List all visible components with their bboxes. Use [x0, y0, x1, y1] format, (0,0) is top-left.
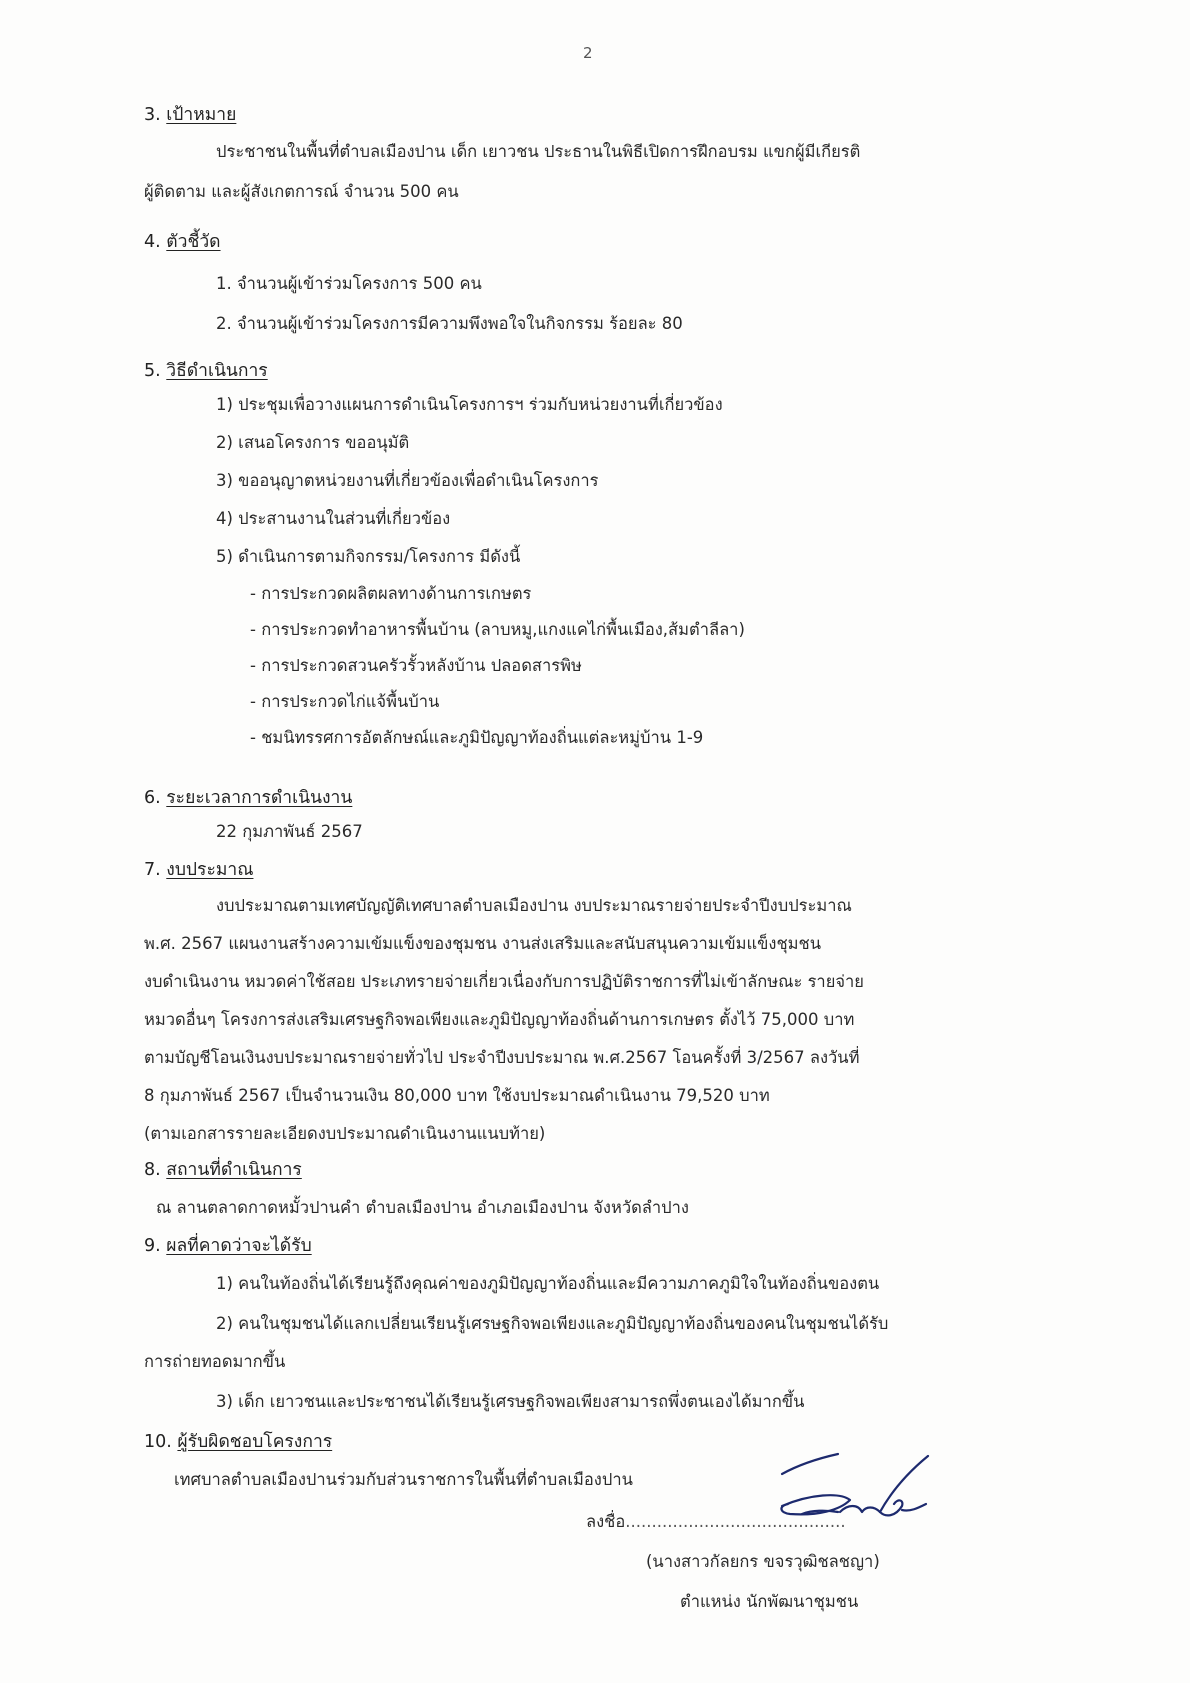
expected-result: การถ่ายทอดมากขึ้น: [144, 1352, 286, 1371]
signer-name: (นางสาวกัลยกร ขจรวุฒิชลชญา): [646, 1552, 880, 1571]
section-8-line: ณ ลานตลาดกาดหมั้วปานคำ ตำบลเมืองปาน อำเภอเมืองปาน จังหวัดลำปาง: [156, 1198, 689, 1217]
page-number: 2: [583, 44, 593, 62]
section-number: 4.: [144, 232, 161, 252]
section-number: 3.: [144, 105, 161, 125]
section-10-heading: [144, 1432, 332, 1453]
section-title: งบประมาณ: [166, 860, 254, 880]
section-title: ผู้รับผิดชอบโครงการ: [177, 1432, 333, 1452]
sign-dots: ..........................................: [625, 1512, 846, 1531]
section-8-heading: [144, 1160, 302, 1181]
activity-item: - ชมนิทรรศการอัตลักษณ์และภูมิปัญญาท้องถิ่นแต่ละหมู่บ้าน 1-9: [250, 728, 704, 747]
section-title: ตัวชี้วัด: [166, 232, 221, 252]
section-title: ระยะเวลาการดำเนินงาน: [166, 788, 353, 808]
budget-line: หมวดอื่นๆ โครงการส่งเสริมเศรษฐกิจพอเพียงและภูมิปัญญาท้องถิ่นด้านการเกษตร ตั้งไว้ 75,000 บาท: [144, 1010, 855, 1029]
activity-item: - การประกวดทำอาหารพื้นบ้าน (ลาบหมู,แกงแคไก่พื้นเมือง,ส้มตำลีลา): [250, 620, 745, 639]
activity-item: - การประกวดสวนครัวรั้วหลังบ้าน ปลอดสารพิษ: [250, 656, 582, 675]
expected-result: 1) คนในท้องถิ่นได้เรียนรู้ถึงคุณค่าของภูมิปัญญาท้องถิ่นและมีความภาคภูมิใจในท้องถิ่นของตน: [216, 1274, 880, 1293]
section-9-heading: [144, 1236, 312, 1257]
section-title: วิธีดำเนินการ: [166, 361, 268, 381]
section-title: สถานที่ดำเนินการ: [166, 1160, 302, 1180]
activity-item: - การประกวดผลิตผลทางด้านการเกษตร: [250, 584, 532, 603]
method-item: 1) ประชุมเพื่อวางแผนการดำเนินโครงการฯ ร่วมกับหน่วยงานที่เกี่ยวข้อง: [216, 395, 723, 414]
method-item: 3) ขออนุญาตหน่วยงานที่เกี่ยวข้องเพื่อดำเนินโครงการ: [216, 471, 599, 490]
section-title: เป้าหมาย: [166, 105, 237, 125]
expected-result: 3) เด็ก เยาวชนและประชาชนได้เรียนรู้เศรษฐกิจพอเพียงสามารถพึ่งตนเองได้มากขึ้น: [216, 1392, 805, 1411]
section-number: 10.: [144, 1432, 172, 1452]
expected-result: 2) คนในชุมชนได้แลกเปลี่ยนเรียนรู้เศรษฐกิจพอเพียงและภูมิปัญญาท้องถิ่นของคนในชุมชนได้รับ: [216, 1314, 889, 1333]
indicator-item: 2. จำนวนผู้เข้าร่วมโครงการมีความพึงพอใจในกิจกรรม ร้อยละ 80: [216, 314, 683, 333]
section-number: 7.: [144, 860, 161, 880]
signer-position: ตำแหน่ง นักพัฒนาชุมชน: [680, 1592, 859, 1611]
sign-label: ลงชื่อ: [586, 1512, 626, 1531]
section-number: 8.: [144, 1160, 161, 1180]
section-4-heading: [144, 232, 221, 253]
section-number: 9.: [144, 1236, 161, 1256]
budget-line: งบประมาณตามเทศบัญญัติเทศบาลตำบลเมืองปาน งบประมาณรายจ่ายประจำปีงบประมาณ: [216, 896, 852, 915]
method-item: 5) ดำเนินการตามกิจกรรม/โครงการ มีดังนี้: [216, 547, 521, 566]
budget-line: พ.ศ. 2567 แผนงานสร้างความเข้มแข็งของชุมชน งานส่งเสริมและสนับสนุนความเข้มแข็งชุมชน: [144, 934, 822, 953]
section-5-heading: [144, 361, 268, 382]
activity-item: - การประกวดไก่แจ้พื้นบ้าน: [250, 692, 440, 711]
method-item: 4) ประสานงานในส่วนที่เกี่ยวข้อง: [216, 509, 451, 528]
section-3-line: ผู้ติดตาม และผู้สังเกตการณ์ จำนวน 500 คน: [144, 182, 459, 201]
section-6-heading: [144, 788, 352, 809]
section-6-line: 22 กุมภาพันธ์ 2567: [216, 822, 363, 841]
section-3-heading: [144, 105, 236, 126]
section-title: ผลที่คาดว่าจะได้รับ: [166, 1236, 312, 1256]
signature-line: [586, 1512, 846, 1532]
budget-line: 8 กุมภาพันธ์ 2567 เป็นจำนวนเงิน 80,000 บาท ใช้งบประมาณดำเนินงาน 79,520 บาท: [144, 1086, 770, 1105]
budget-line: (ตามเอกสารรายละเอียดงบประมาณดำเนินงานแนบท้าย): [144, 1124, 546, 1143]
method-item: 2) เสนอโครงการ ขออนุมัติ: [216, 433, 410, 452]
section-number: 5.: [144, 361, 161, 381]
section-number: 6.: [144, 788, 161, 808]
budget-line: ตามบัญชีโอนเงินงบประมาณรายจ่ายทั่วไป ประจำปีงบประมาณ พ.ศ.2567 โอนครั้งที่ 3/2567 ลงวันที่: [144, 1048, 860, 1067]
section-10-line: เทศบาลตำบลเมืองปานร่วมกับส่วนราชการในพื้นที่ตำบลเมืองปาน: [174, 1470, 633, 1489]
budget-line: งบดำเนินงาน หมวดค่าใช้สอย ประเภทรายจ่ายเกี่ยวเนื่องกับการปฏิบัติราชการที่ไม่เข้าลักษณะ รายจ่าย: [144, 972, 864, 991]
indicator-item: 1. จำนวนผู้เข้าร่วมโครงการ 500 คน: [216, 274, 482, 293]
section-7-heading: [144, 860, 253, 881]
section-3-line: ประชาชนในพื้นที่ตำบลเมืองปาน เด็ก เยาวชน ประธานในพิธีเปิดการฝึกอบรม แขกผู้มีเกียรติ: [216, 142, 861, 161]
